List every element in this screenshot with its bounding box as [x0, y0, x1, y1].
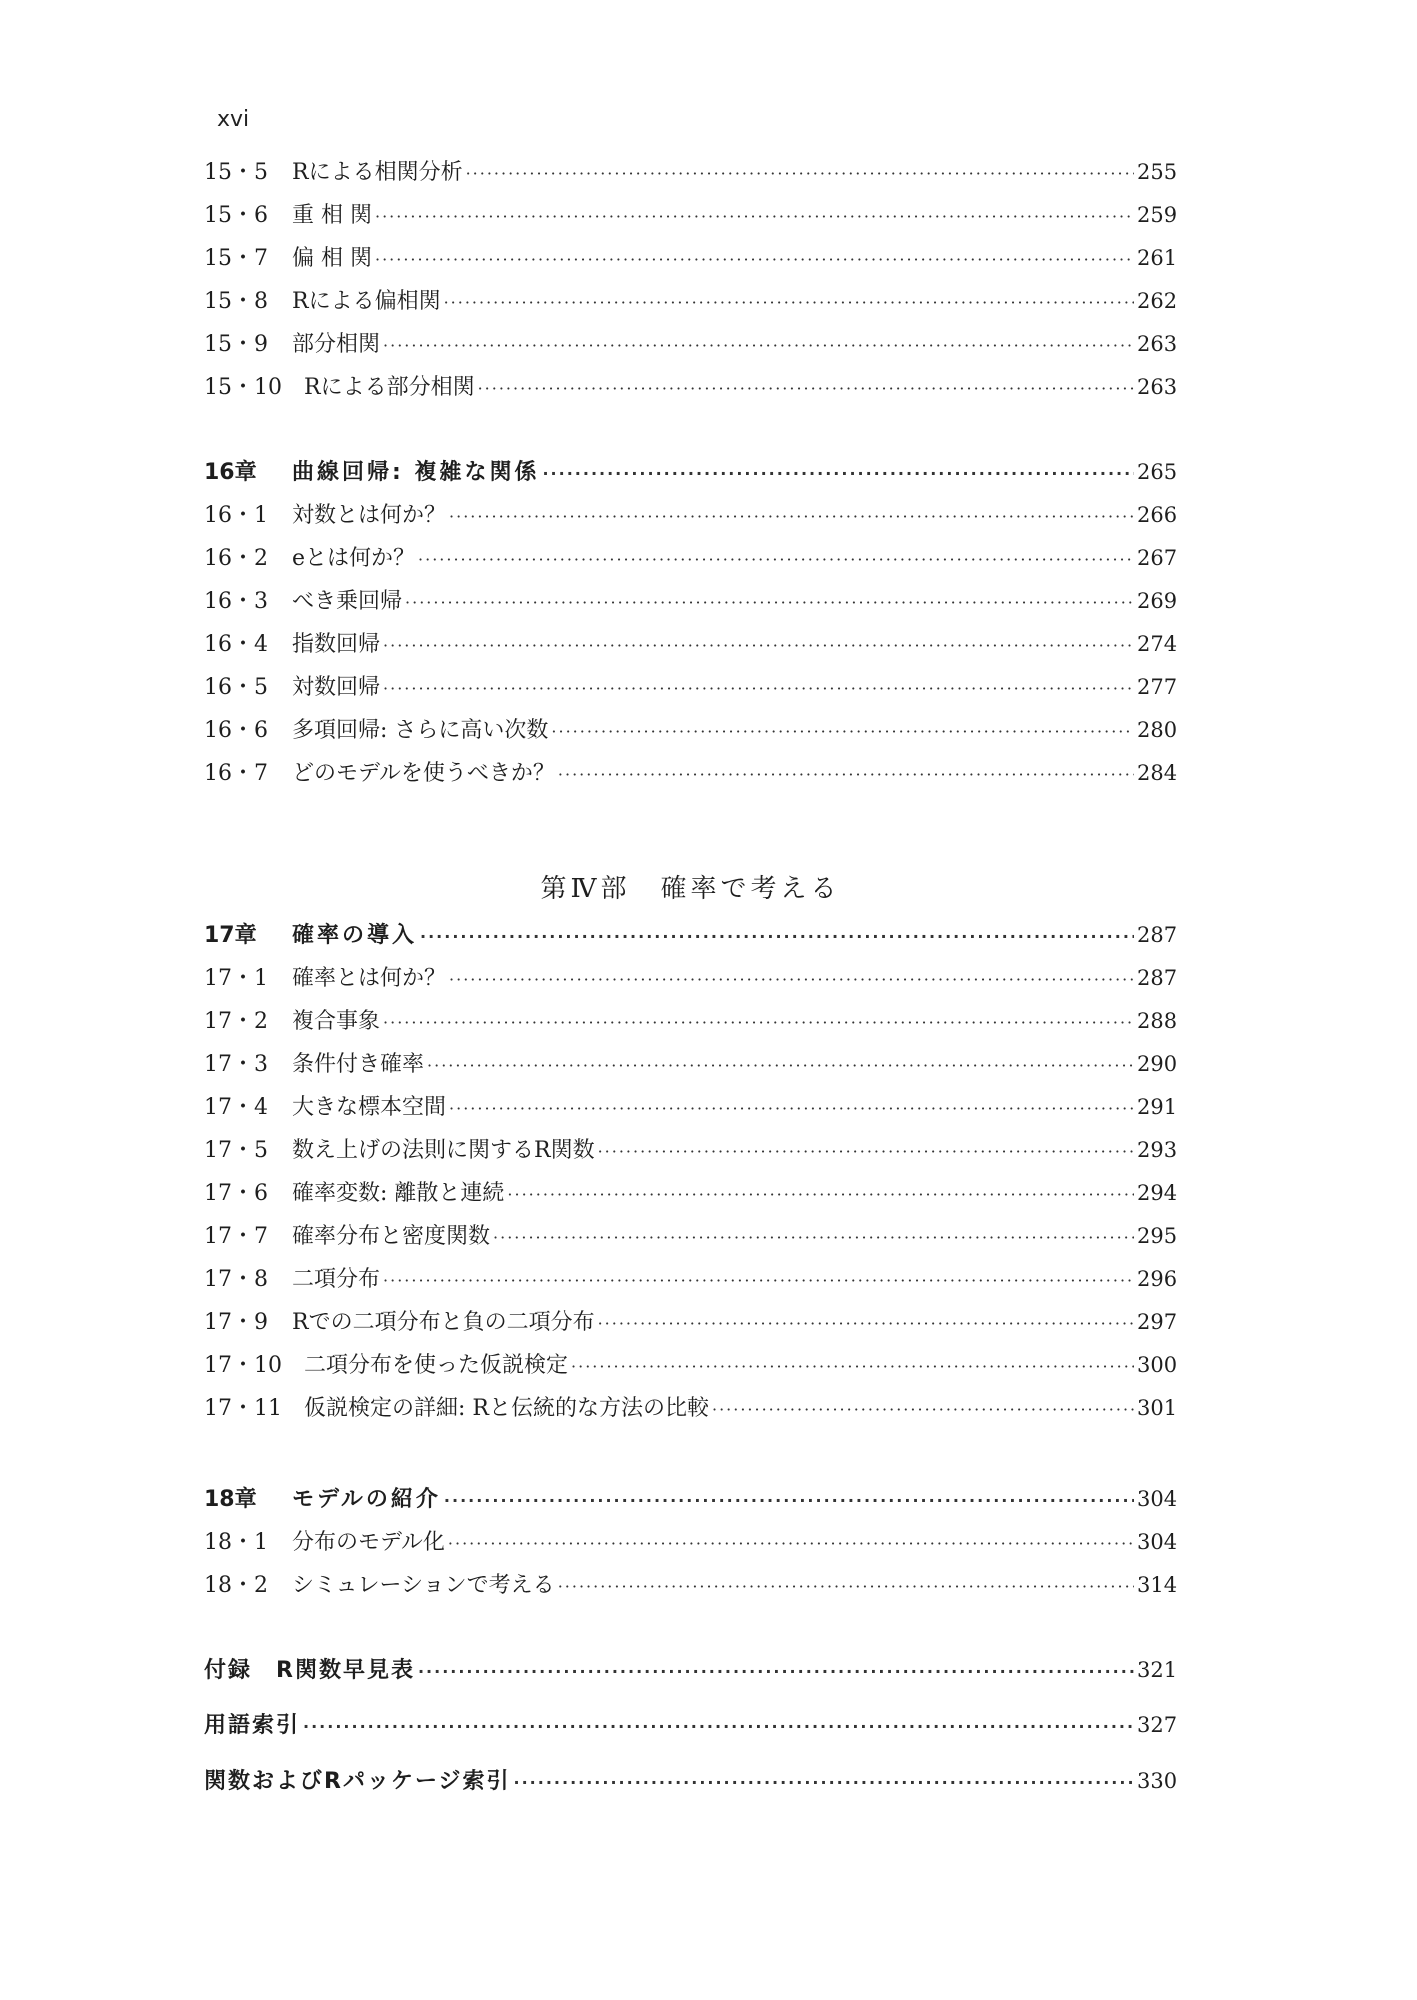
leader-dots: [514, 1773, 1134, 1792]
page-ref: 288: [1137, 1009, 1178, 1033]
section-title: 重 相 関: [292, 203, 372, 228]
leader-dots: [383, 636, 1134, 655]
section-title: 条件付き確率: [292, 1052, 425, 1077]
toc-entry[interactable]: [204, 1348, 1177, 1391]
toc-entry[interactable]: [204, 1133, 1177, 1176]
leader-dots: [558, 765, 1134, 784]
page-ref: 301: [1137, 1396, 1178, 1420]
toc-glossary-index: [204, 1708, 1177, 1751]
section-number: 18・2: [204, 1573, 268, 1598]
section-number: 16・1: [204, 503, 268, 528]
page-ref: 261: [1137, 246, 1178, 270]
leader-dots: [375, 207, 1134, 226]
section-number: 17・3: [204, 1052, 268, 1077]
section-title: シミュレーションで考える: [292, 1573, 555, 1598]
page-ref: 330: [1137, 1769, 1178, 1793]
toc-ch16: [204, 455, 1177, 799]
leader-dots: [712, 1400, 1134, 1419]
toc-entry[interactable]: [204, 1305, 1177, 1348]
leader-dots: [478, 379, 1134, 398]
section-title: 確率変数: 離散と連続: [292, 1181, 505, 1206]
appendix-title: 付録 R関数早見表: [204, 1658, 415, 1683]
toc-entry[interactable]: [204, 1047, 1177, 1090]
part-heading: 第Ⅳ部 確率で考える: [540, 874, 841, 904]
page-ref: 304: [1137, 1487, 1178, 1511]
toc-entry[interactable]: [204, 961, 1177, 1004]
leader-dots: [405, 593, 1134, 612]
section-number: 17・10: [204, 1353, 282, 1378]
chapter-number: 17章: [204, 923, 257, 948]
chapter-heading[interactable]: [204, 455, 1177, 498]
page-ref: 280: [1137, 718, 1178, 742]
section-number: 16・6: [204, 718, 268, 743]
page-ref: 314: [1137, 1573, 1178, 1597]
leader-dots: [420, 927, 1134, 946]
leader-dots: [542, 464, 1134, 483]
page-ref: 277: [1137, 675, 1178, 699]
toc-entry[interactable]: [204, 370, 1177, 413]
leader-dots: [444, 293, 1134, 312]
section-title: Rでの二項分布と負の二項分布: [292, 1310, 595, 1335]
chapter-title: 確率の導入: [292, 923, 418, 948]
chapter-heading[interactable]: [204, 918, 1177, 961]
section-number: 15・6: [204, 203, 268, 228]
section-title: Rによる相関分析: [292, 160, 463, 185]
leader-dots: [507, 1185, 1134, 1204]
section-title: 指数回帰: [292, 632, 381, 657]
section-number: 15・10: [204, 375, 282, 400]
toc-entry[interactable]: [204, 627, 1177, 670]
leader-dots: [383, 679, 1134, 698]
page-ref: 293: [1137, 1138, 1178, 1162]
leader-dots: [598, 1314, 1134, 1333]
section-number: 15・8: [204, 289, 268, 314]
toc-ch15-continued: [204, 155, 1177, 413]
section-number: 17・2: [204, 1009, 268, 1034]
appendix-entry[interactable]: [204, 1653, 1177, 1696]
toc-entry[interactable]: [204, 241, 1177, 284]
toc-function-index: [204, 1764, 1177, 1807]
section-number: 18・1: [204, 1530, 268, 1555]
section-title: 偏 相 関: [292, 246, 372, 271]
section-title: 二項分布: [292, 1267, 381, 1292]
page-ref: 259: [1137, 203, 1178, 227]
section-number: 17・6: [204, 1181, 268, 1206]
section-title: 仮説検定の詳細: Rと伝統的な方法の比較: [304, 1396, 709, 1421]
chapter-title: モデルの紹介: [292, 1487, 441, 1512]
toc-entry[interactable]: [204, 1568, 1177, 1611]
leader-dots: [383, 336, 1134, 355]
leader-dots: [375, 250, 1134, 269]
toc-entry[interactable]: [204, 198, 1177, 241]
leader-dots: [449, 970, 1134, 989]
page-ref: 287: [1137, 966, 1178, 990]
page-ref: 263: [1137, 375, 1178, 399]
section-title: 大きな標本空間: [292, 1095, 447, 1120]
page-ref: 321: [1137, 1658, 1178, 1682]
toc-ch18: [204, 1482, 1177, 1611]
section-title: eとは何か？: [292, 546, 416, 571]
toc-entry[interactable]: [204, 155, 1177, 198]
section-title: 対数とは何か？: [292, 503, 447, 528]
section-number: 16・7: [204, 761, 268, 786]
section-title: べき乗回帰: [292, 589, 403, 614]
page-ref: 265: [1137, 460, 1178, 484]
section-number: 17・5: [204, 1138, 268, 1163]
page-ref: 284: [1137, 761, 1178, 785]
section-number: 16・4: [204, 632, 268, 657]
page-number: xvi: [217, 107, 250, 132]
section-title: 対数回帰: [292, 675, 381, 700]
page-ref: 295: [1137, 1224, 1178, 1248]
section-number: 17・7: [204, 1224, 268, 1249]
leader-dots: [303, 1717, 1134, 1736]
page-ref: 300: [1137, 1353, 1178, 1377]
section-number: 16・5: [204, 675, 268, 700]
leader-dots: [418, 550, 1134, 569]
section-number: 15・5: [204, 160, 268, 185]
leader-dots: [448, 1534, 1134, 1553]
section-title: 部分相関: [292, 332, 381, 357]
toc-entry[interactable]: [204, 498, 1177, 541]
toc-entry[interactable]: [204, 756, 1177, 799]
page-ref: 262: [1137, 289, 1178, 313]
page-ref: 267: [1137, 546, 1178, 570]
chapter-title: 曲線回帰: 複雑な関係: [292, 460, 540, 485]
leader-dots: [571, 1357, 1134, 1376]
section-title: 数え上げの法則に関するR関数: [292, 1138, 595, 1163]
section-number: 15・9: [204, 332, 268, 357]
section-title: Rによる部分相関: [304, 375, 475, 400]
toc-entry[interactable]: [204, 670, 1177, 713]
leader-dots: [551, 722, 1134, 741]
page-ref: 291: [1137, 1095, 1178, 1119]
leader-dots: [418, 1662, 1134, 1681]
section-title: 確率分布と密度関数: [292, 1224, 491, 1249]
section-number: 16・2: [204, 546, 268, 571]
section-title: Rによる偏相関: [292, 289, 441, 314]
page-ref: 296: [1137, 1267, 1178, 1291]
toc-entry[interactable]: [204, 1004, 1177, 1047]
chapter-number: 16章: [204, 460, 257, 485]
page-ref: 266: [1137, 503, 1178, 527]
section-number: 17・8: [204, 1267, 268, 1292]
page-ref: 269: [1137, 589, 1178, 613]
index-entry[interactable]: [204, 1764, 1177, 1807]
toc-entry[interactable]: [204, 284, 1177, 327]
leader-dots: [444, 1491, 1134, 1510]
index-title: 関数およびRパッケージ索引: [204, 1769, 511, 1794]
section-title: 多項回帰: さらに高い次数: [292, 718, 549, 743]
page-ref: 294: [1137, 1181, 1178, 1205]
section-title: どのモデルを使うべきか？: [292, 761, 555, 786]
section-number: 16・3: [204, 589, 268, 614]
page-ref: 297: [1137, 1310, 1178, 1334]
page-ref: 327: [1137, 1713, 1178, 1737]
section-number: 17・1: [204, 966, 268, 991]
section-title: 二項分布を使った仮説検定: [304, 1353, 569, 1378]
leader-dots: [383, 1271, 1134, 1290]
leader-dots: [449, 1099, 1134, 1118]
page-ref: 255: [1137, 160, 1178, 184]
section-title: 分布のモデル化: [292, 1530, 445, 1555]
page-ref: 263: [1137, 332, 1178, 356]
index-title: 用語索引: [204, 1713, 301, 1738]
toc-entry[interactable]: [204, 1219, 1177, 1262]
leader-dots: [493, 1228, 1134, 1247]
toc-entry[interactable]: [204, 713, 1177, 756]
page-ref: 290: [1137, 1052, 1178, 1076]
leader-dots: [383, 1013, 1134, 1032]
section-number: 17・11: [204, 1396, 282, 1421]
section-number: 15・7: [204, 246, 268, 271]
chapter-number: 18章: [204, 1487, 257, 1512]
page-ref: 304: [1137, 1530, 1178, 1554]
leader-dots: [558, 1577, 1134, 1596]
section-number: 17・9: [204, 1310, 268, 1335]
toc-entry[interactable]: [204, 327, 1177, 370]
toc-entry[interactable]: [204, 584, 1177, 627]
toc-entry[interactable]: [204, 1176, 1177, 1219]
toc-entry[interactable]: [204, 541, 1177, 584]
toc-appendix: [204, 1653, 1177, 1696]
leader-dots: [598, 1142, 1134, 1161]
page-ref: 287: [1137, 923, 1178, 947]
leader-dots: [466, 164, 1134, 183]
section-title: 確率とは何か？: [292, 966, 447, 991]
leader-dots: [427, 1056, 1134, 1075]
section-title: 複合事象: [292, 1009, 381, 1034]
leader-dots: [449, 507, 1134, 526]
toc-entry[interactable]: [204, 1391, 1177, 1434]
section-number: 17・4: [204, 1095, 268, 1120]
index-entry[interactable]: [204, 1708, 1177, 1751]
toc-ch17: [204, 918, 1177, 1434]
toc-entry[interactable]: [204, 1262, 1177, 1305]
toc-entry[interactable]: [204, 1090, 1177, 1133]
chapter-heading[interactable]: [204, 1482, 1177, 1525]
toc-entry[interactable]: [204, 1525, 1177, 1568]
page-ref: 274: [1137, 632, 1178, 656]
